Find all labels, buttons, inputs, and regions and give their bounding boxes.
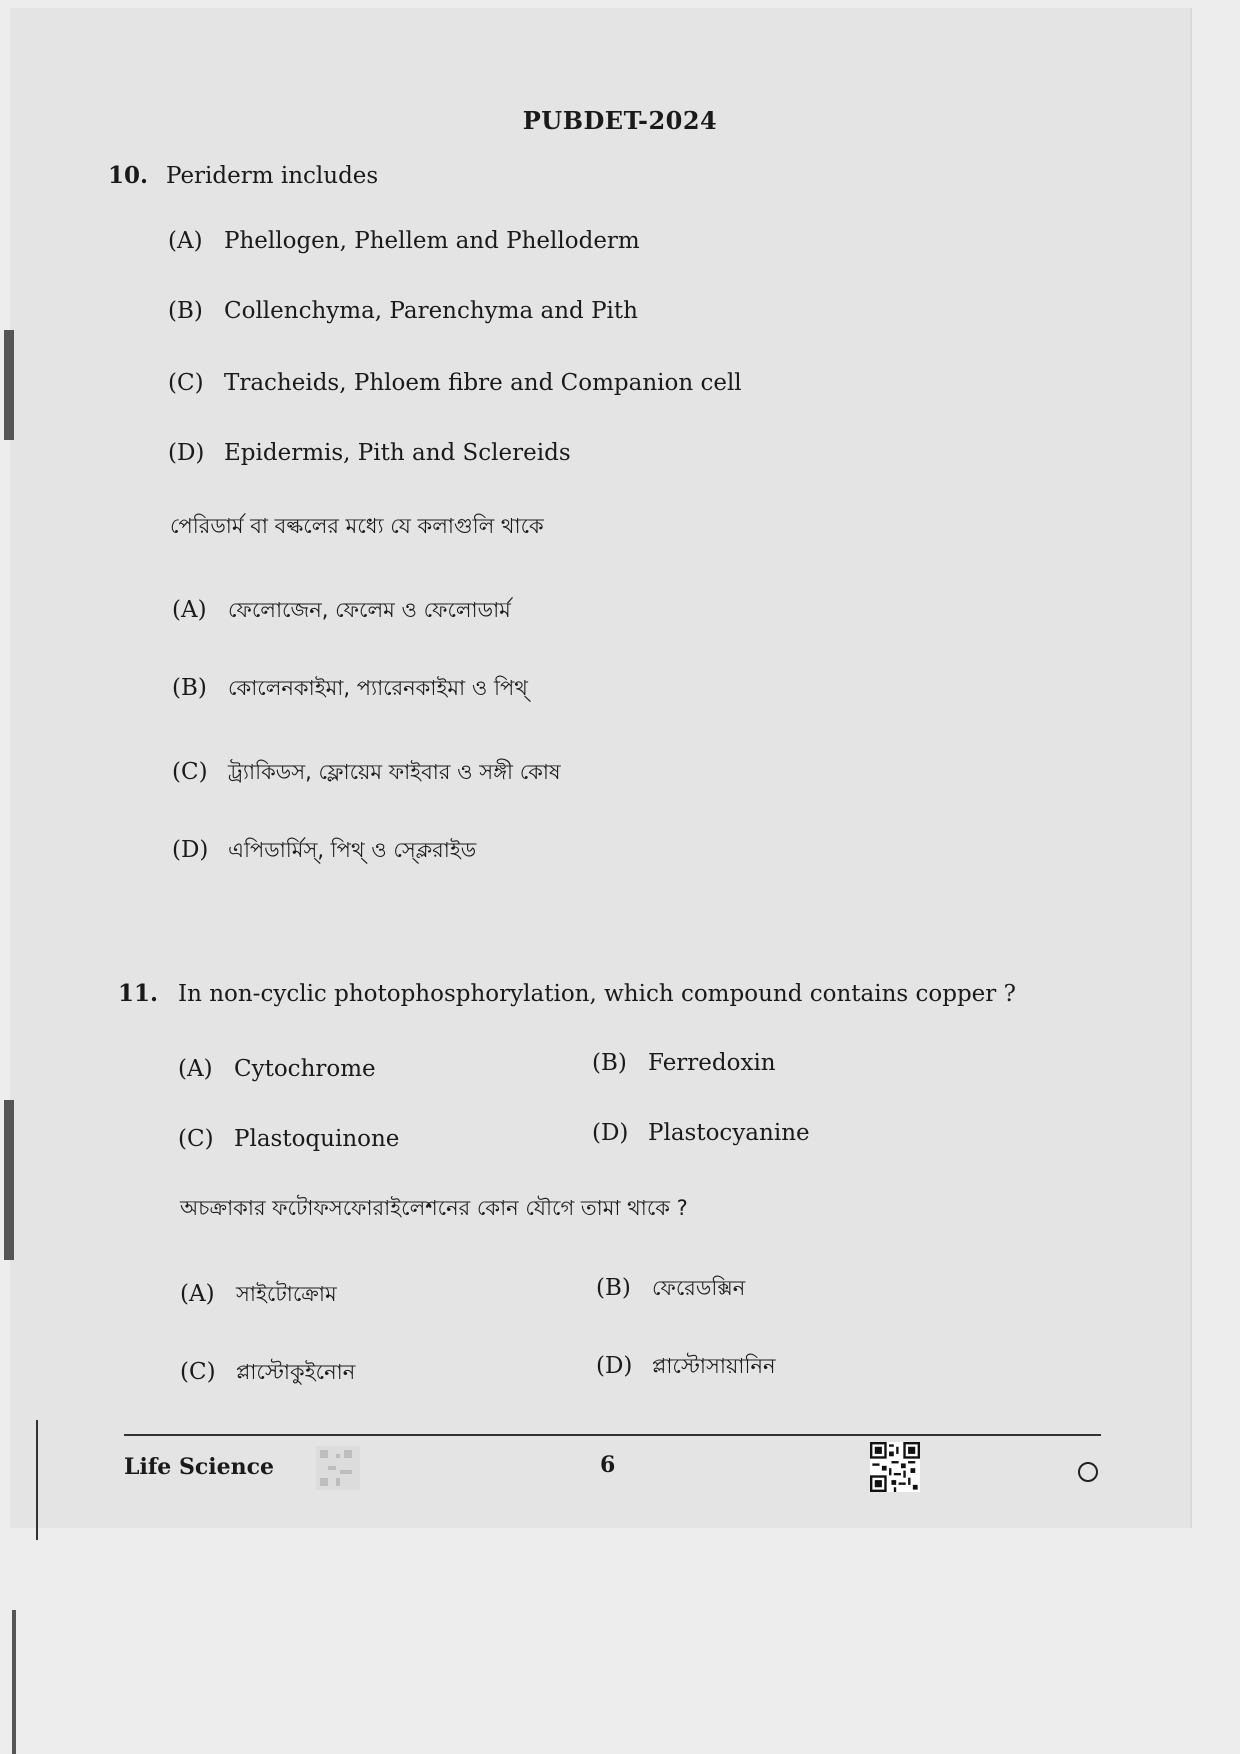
subject-name: Life Science xyxy=(124,1454,274,1480)
option-text: প্লাস্টোকুইনোন xyxy=(236,1360,356,1384)
option-d-bengali xyxy=(596,1350,776,1385)
option-label: (C) xyxy=(178,1126,214,1152)
option-c-bengali xyxy=(180,1356,355,1391)
option-d xyxy=(168,440,571,466)
exam-title: PUBDET-2024 xyxy=(522,106,718,135)
option-b xyxy=(592,1050,776,1076)
binding-mark xyxy=(4,330,14,440)
option-label: (B) xyxy=(596,1275,631,1301)
option-label: (C) xyxy=(172,759,208,785)
option-c-bengali xyxy=(172,756,561,791)
option-label: (B) xyxy=(592,1050,627,1076)
option-label: (A) xyxy=(178,1056,213,1082)
question-number: 11. xyxy=(118,980,159,1007)
option-text: Tracheids, Phloem fibre and Companion cell xyxy=(224,370,742,396)
option-label: (C) xyxy=(168,370,204,396)
margin-line xyxy=(12,1610,16,1754)
binding-mark xyxy=(4,1100,14,1260)
option-label: (C) xyxy=(180,1359,216,1385)
option-b-bengali xyxy=(172,672,528,707)
qr-code-icon xyxy=(870,1442,920,1492)
option-label: (A) xyxy=(172,597,207,623)
question-11 xyxy=(118,980,1016,1007)
option-text: Collenchyma, Parenchyma and Pith xyxy=(224,298,638,324)
option-d xyxy=(592,1120,810,1146)
option-label: (D) xyxy=(172,837,209,863)
option-text: ফেরেডক্সিন xyxy=(652,1276,746,1300)
option-label: (B) xyxy=(168,298,203,324)
page-number: 6 xyxy=(600,1452,616,1478)
option-text: সাইটোক্রোম xyxy=(236,1282,337,1306)
circle-mark-icon xyxy=(1078,1462,1098,1482)
option-text: এপিডার্মিস্, পিথ্ ও স্ক্লেরাইড xyxy=(228,838,477,862)
option-label: (D) xyxy=(596,1353,633,1379)
option-text: Ferredoxin xyxy=(648,1050,776,1076)
option-text: Phellogen, Phellem and Phelloderm xyxy=(224,228,640,254)
option-label: (A) xyxy=(180,1281,215,1307)
option-a xyxy=(178,1056,376,1082)
option-text: Cytochrome xyxy=(234,1056,376,1082)
option-text: Plastoquinone xyxy=(234,1126,400,1152)
option-text: Plastocyanine xyxy=(648,1120,810,1146)
question-10-bengali: পেরিডার্ম বা বল্কলের মধ্যে যে কলাগুলি থাকে xyxy=(170,514,544,538)
option-a-bengali xyxy=(172,594,511,629)
question-text: Periderm includes xyxy=(166,163,379,189)
option-label: (B) xyxy=(172,675,207,701)
question-text: In non-cyclic photophosphorylation, which compound contains copper ? xyxy=(178,981,1016,1007)
question-number: 10. xyxy=(108,162,149,189)
option-text: ট্র্যাকিডস, ফ্লোয়েম ফাইবার ও সঙ্গী কোষ xyxy=(228,760,561,784)
option-label: (A) xyxy=(168,228,203,254)
option-text: কোলেনকাইমা, প্যারেনকাইমা ও পিথ্ xyxy=(228,676,528,700)
faint-qr-code-icon xyxy=(316,1446,360,1490)
option-label: (D) xyxy=(592,1120,629,1146)
option-b-bengali xyxy=(596,1272,745,1307)
footer-divider xyxy=(124,1434,1101,1436)
option-c xyxy=(168,370,742,396)
question-10 xyxy=(108,162,378,189)
option-b xyxy=(168,298,638,324)
option-text: Epidermis, Pith and Sclereids xyxy=(224,440,571,466)
question-11-bengali: অচক্রাকার ফটোফসফোরাইলেশনের কোন যৌগে তামা থাকে ? xyxy=(180,1196,688,1220)
option-c xyxy=(178,1126,399,1152)
margin-line xyxy=(36,1420,38,1540)
option-text: প্লাস্টোসায়ানিন xyxy=(652,1354,776,1378)
option-d-bengali xyxy=(172,834,476,869)
option-a-bengali xyxy=(180,1278,337,1313)
option-a xyxy=(168,228,640,254)
option-label: (D) xyxy=(168,440,205,466)
option-text: ফেলোজেন, ফেলেম ও ফেলোডার্ম xyxy=(228,598,511,622)
